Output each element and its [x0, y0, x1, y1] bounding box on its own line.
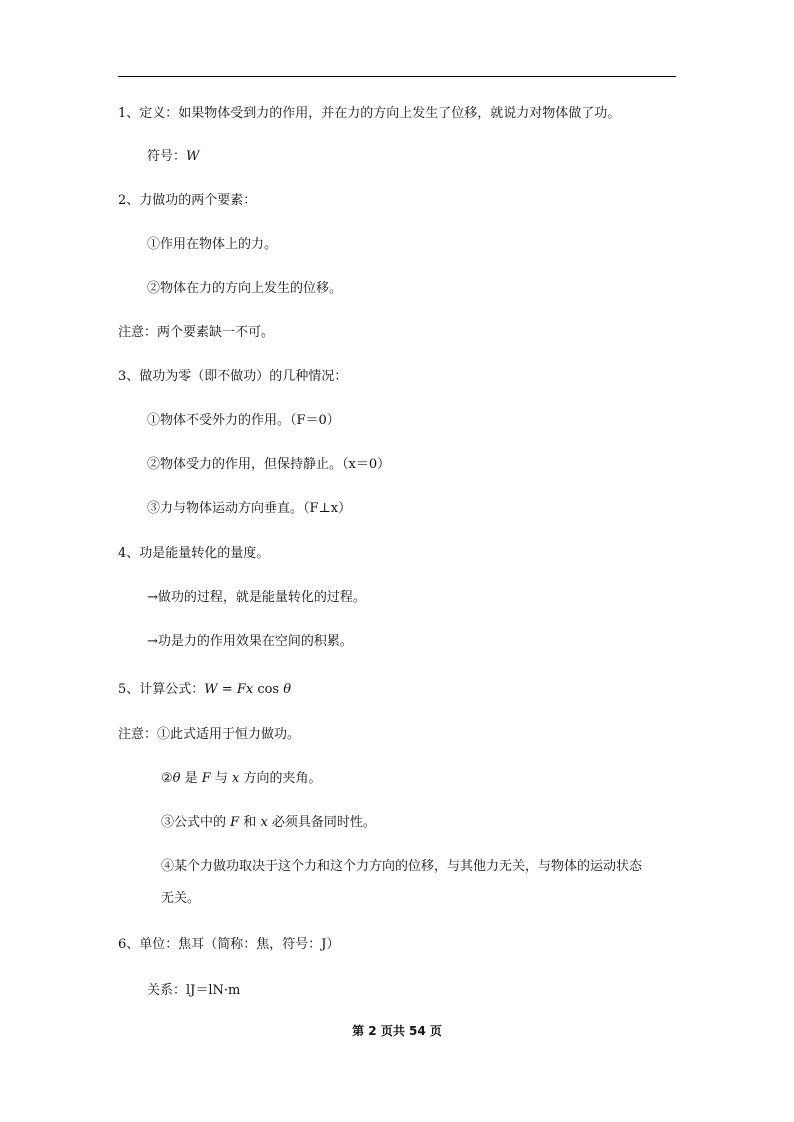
note2-marker: ②: [161, 771, 173, 786]
element-1: ①作用在物体上的力。: [147, 237, 278, 252]
note3-text-b: 和: [239, 815, 261, 830]
formula-w: W: [204, 682, 218, 697]
symbol-label: 符号：: [147, 149, 187, 164]
two-elements-heading: 2、力做功的两个要素：: [118, 193, 257, 208]
formula-note-3: [161, 815, 376, 831]
symbol-line: [147, 149, 199, 165]
zero-work-case-3: ③力与物体运动方向垂直。（F⊥x）: [147, 501, 352, 516]
element-2: ②物体在力的方向上发生的位移。: [147, 281, 343, 296]
energy-point-1: →做功的过程，就是能量转化的过程。: [147, 590, 366, 605]
zero-work-heading: 3、做功为零（即不做功）的几种情况：: [118, 369, 348, 384]
formula-line: [118, 682, 291, 698]
note-both-elements: 注意：两个要素缺一不可。: [118, 325, 275, 340]
header-rule: [118, 76, 676, 77]
page-number-footer: 第 2 页共 54 页: [352, 1024, 442, 1038]
unit-heading: 6、单位：焦耳（简称：焦，符号：J）: [118, 937, 340, 952]
note2-x: x: [232, 771, 240, 786]
zero-work-case-1: ①物体不受外力的作用。（F＝0）: [147, 413, 340, 428]
formula-equals: =: [217, 682, 237, 697]
zero-work-case-2: ②物体受力的作用，但保持静止。（x＝0）: [147, 457, 391, 472]
note3-x: x: [260, 815, 268, 830]
formula-cos: cos: [253, 682, 284, 697]
note3-f: F: [230, 815, 240, 830]
note2-text-c: 方向的夹角。: [239, 771, 322, 786]
formula-fx: Fx: [236, 682, 254, 697]
formula-note-4-cont: 无关。: [161, 891, 201, 906]
definition-line: 1、定义：如果物体受到力的作用，并在力的方向上发生了位移，就说力对物体做了功。: [118, 106, 621, 121]
note2-text-b: 与: [210, 771, 233, 786]
energy-measure-heading: 4、功是能量转化的量度。: [118, 546, 270, 561]
formula-note-1: 注意：①此式适用于恒力做功。: [118, 727, 301, 742]
symbol-w: W: [186, 149, 200, 164]
formula-note-2: [161, 771, 322, 787]
note2-text-a: 是: [180, 771, 202, 786]
note3-text-a: ③公式中的: [161, 815, 231, 830]
unit-relation: 关系：lJ＝lN·m: [147, 983, 241, 998]
energy-point-2: →功是力的作用效果在空间的积累。: [147, 634, 353, 649]
formula-label: 5、计算公式：: [118, 682, 205, 697]
note2-f: F: [201, 771, 211, 786]
formula-note-4: ④某个力做功取决于这个力和这个力方向的位移，与其他力无关，与物体的运动状态: [161, 859, 643, 874]
note3-text-c: 必须具备同时性。: [267, 815, 376, 830]
formula-theta: θ: [283, 682, 292, 697]
note2-theta: θ: [172, 771, 181, 786]
